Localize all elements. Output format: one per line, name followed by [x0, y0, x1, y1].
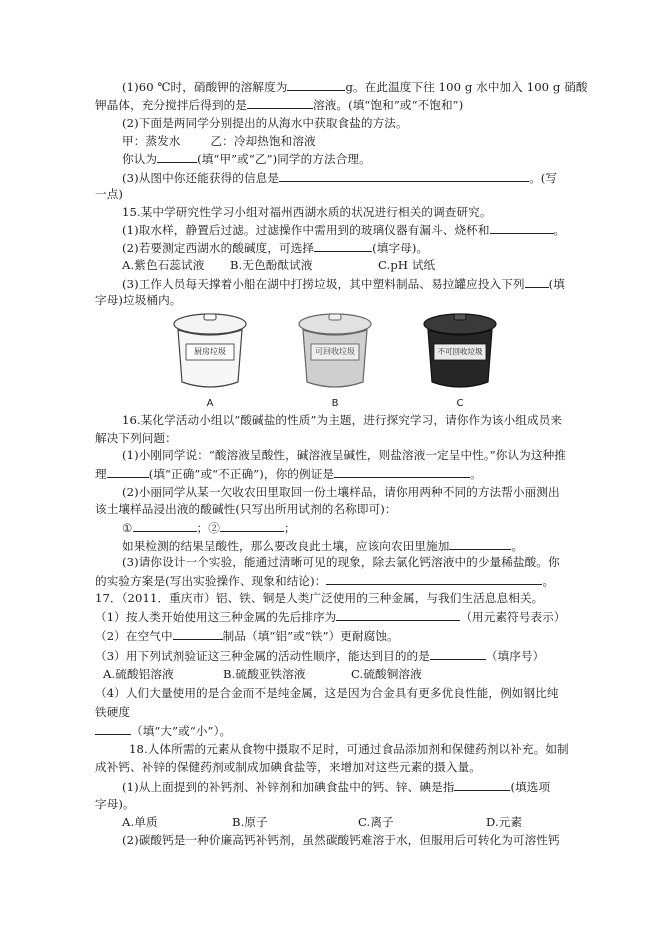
- text-line: (2)碳酸钙是一种价廉高钙补钙剂，虽然碳酸钙难溶于水，但服用后可转化为可溶性钙: [122, 833, 560, 847]
- answer-blank[interactable]: [525, 275, 549, 288]
- text-line: 字母)垃圾桶内。: [95, 293, 182, 307]
- text-line: 如果检测的结果呈酸性，那么要改良此土壤，应该向农田里施加 。: [122, 539, 524, 553]
- bin-c-letter: C: [456, 398, 464, 409]
- answer-blank[interactable]: [326, 572, 542, 585]
- answer-blank[interactable]: [279, 169, 529, 182]
- answer-blank[interactable]: [247, 96, 313, 109]
- text-line: (3)请你设计一个实验，能通过清晰可见的现象，除去氯化钙溶液中的少量稀盐酸。你: [122, 555, 560, 569]
- text-line: 解决下列问题：: [95, 431, 177, 445]
- answer-blank[interactable]: [449, 537, 511, 550]
- text-line: （4）人们大量使用的是合金而不是纯金属，这是因为合金具有更多优良性能，例如钢比纯: [95, 686, 559, 700]
- text-line: 字母)。: [95, 797, 135, 811]
- options-line: A.硫酸铝溶液 B.硫酸亚铁溶液 C.硫酸铜溶液: [103, 667, 422, 681]
- garbage-bins-illustration: [170, 310, 500, 408]
- answer-blank[interactable]: [107, 465, 149, 478]
- text-line: 你认为 (填“甲”或“乙”)同学的方法合理。: [122, 152, 371, 166]
- text-line: (2)若要测定西湖水的酸碱度，可选择 (填字母)。: [122, 241, 429, 255]
- text-line: 钾晶体，充分搅拌后得到的是 溶液。(填“饱和”或“不饱和”): [95, 98, 464, 112]
- answer-blank[interactable]: [133, 519, 197, 532]
- text-line: 的实验方案是(写出实验操作、现象和结论)： 。: [95, 574, 555, 588]
- bin-c-label: 不可回收垃圾: [437, 347, 483, 356]
- text-line: (1)取水样，静置后过滤。过滤操作中需用到的玻璃仪器有漏斗、烧杯和 。: [122, 223, 566, 237]
- answer-blank[interactable]: [95, 722, 131, 735]
- text-line: ① ；② ；: [122, 521, 296, 535]
- bin-b-letter: B: [331, 398, 339, 409]
- text-line: (1)小刚同学说：“酸溶液呈酸性，碱溶液呈碱性，则盐溶液一定呈中性。”你认为这种推: [122, 448, 566, 462]
- text-line: 铁硬度: [95, 705, 131, 719]
- question-17-title: 17．（2011．重庆市）铝、铁、铜是人类广泛使用的三种金属，与我们生活息息相关。: [95, 591, 544, 605]
- text-line: (3)工作人员每天撑着小船在湖中打捞垃圾，其中塑料制品、易拉罐应投入下列 (填: [122, 277, 565, 291]
- answer-blank[interactable]: [454, 778, 510, 791]
- question-18-title: 18.人体所需的元素从食物中摄取不足时，可通过食品添加剂和保健药剂以补充。如制: [129, 742, 569, 756]
- text-line: 理 (填“正确”或“不正确”)，你的例证是 。: [95, 467, 482, 481]
- text-line: （2）在空气中 制品（填“铝”或“铁”）更耐腐蚀。: [95, 629, 399, 643]
- answer-blank[interactable]: [220, 519, 284, 532]
- bin-a-label: 厨房垃圾: [194, 347, 226, 356]
- text-line: (2)小丽同学从某一欠收农田里取回一份土壤样品，请你用两种不同的方法帮小丽测出: [122, 485, 560, 499]
- text-line: (3)从图中你还能获得的信息是 。(写: [122, 171, 558, 185]
- question-16-title: 16.某化学活动小组以“酸碱盐的性质”为主题，进行探究学习，请你作为该小组成员来: [122, 413, 563, 427]
- text-line: （填“大”或“小”）。: [95, 722, 573, 739]
- answer-blank[interactable]: [173, 627, 223, 640]
- options-line: A.紫色石蕊试液 B.无色酚酞试液 C.pH 试纸: [122, 258, 436, 272]
- answer-blank[interactable]: [287, 78, 345, 91]
- answer-blank[interactable]: [314, 239, 372, 252]
- answer-blank[interactable]: [157, 150, 197, 163]
- bin-b-label: 可回收垃圾: [315, 347, 355, 356]
- text-line: 一点): [95, 187, 124, 201]
- text-line: （3）用下列试剂验证这三种金属的活动性顺序，能达到目的的是 （填序号）: [95, 649, 545, 663]
- text-line: （1）按人类开始使用这三种金属的先后排序为 （用元素符号表示）: [95, 610, 566, 624]
- options-line: A.单质 B.原子 C.离子 D.元素: [122, 815, 523, 829]
- answer-blank[interactable]: [336, 608, 460, 621]
- answer-blank[interactable]: [430, 647, 486, 660]
- text-line: (2)下面是两同学分别提出的从海水中获取食盐的方法。: [122, 116, 408, 130]
- answer-blank[interactable]: [490, 221, 554, 234]
- text-line: (1)从上面提到的补钙剂、补锌剂和加碘食盐中的钙、锌、碘是指 (填选项: [122, 780, 551, 794]
- question-15-title: 15.某中学研究性学习小组对福州西湖水质的状况进行相关的调查研究。: [122, 205, 492, 219]
- garbage-bins-figure: [170, 310, 500, 408]
- text-line: 成补钙、补锌的保健药剂或制成加碘食盐等，来增加对这些元素的摄入量。: [95, 760, 481, 774]
- text-line: (1)60 ℃时，硝酸钾的溶解度为 g。在此温度下往 100 g 水中加入 100 g 硝酸: [122, 80, 588, 94]
- bin-a-letter: A: [206, 398, 214, 409]
- text-line: 该土壤样品浸出液的酸碱性(只写出所用试剂的名称即可)：: [95, 502, 397, 516]
- answer-blank[interactable]: [334, 465, 470, 478]
- text-line: 甲：蒸发水 乙：冷却热饱和溶液: [122, 134, 316, 148]
